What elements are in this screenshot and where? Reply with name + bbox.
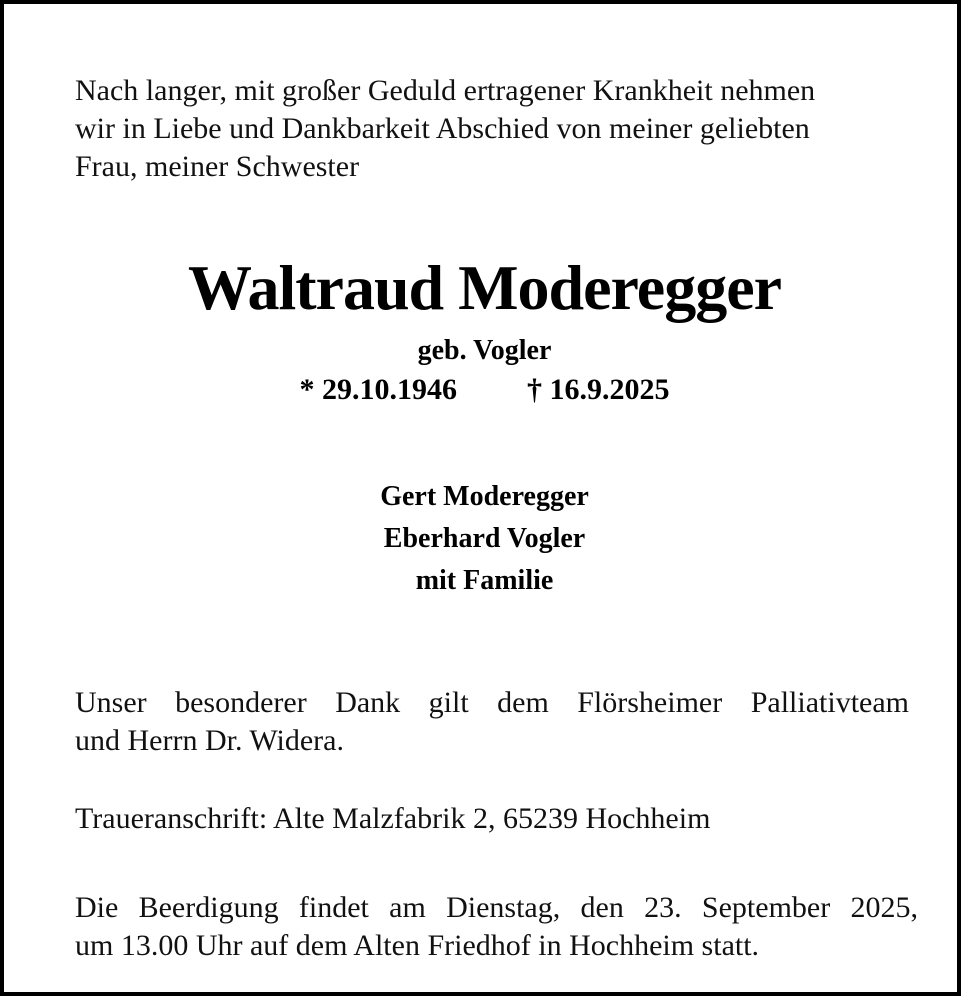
- funeral-info: [75, 889, 918, 965]
- maiden-name: geb. Vogler: [417, 335, 552, 366]
- thanks-text: [75, 684, 909, 760]
- mourner: mit Familie: [415, 565, 554, 596]
- birth-date: * 29.10.1946: [299, 373, 457, 406]
- intro-line: Frau, meiner Schwester: [75, 150, 360, 183]
- mourner: Eberhard Vogler: [383, 523, 586, 554]
- funeral-line: Die Beerdigung findet am Dienstag, den 23. September 2025,: [75, 891, 918, 924]
- intro-line: wir in Liebe und Dankbarkeit Abschied von meiner geliebten: [75, 112, 810, 145]
- intro-text: [75, 72, 905, 186]
- thanks-line: Unser besonderer Dank gilt dem Flörsheimer Palliativteam: [75, 686, 909, 719]
- mourner: Gert Moderegger: [380, 481, 589, 512]
- life-dates: [4, 372, 965, 408]
- mourning-address: Traueranschrift: Alte Malzfabrik 2, 65239 Hochheim: [75, 802, 711, 835]
- intro-line: Nach langer, mit großer Geduld ertragener Krankheit nehmen: [75, 74, 816, 107]
- thanks-line: und Herrn Dr. Widera.: [75, 724, 344, 757]
- mourners-list: [4, 476, 965, 602]
- death-date: † 16.9.2025: [527, 373, 670, 406]
- funeral-line: um 13.00 Uhr auf dem Alten Friedhof in Hochheim statt.: [75, 929, 760, 962]
- deceased-name: Waltraud Moderegger: [187, 252, 782, 323]
